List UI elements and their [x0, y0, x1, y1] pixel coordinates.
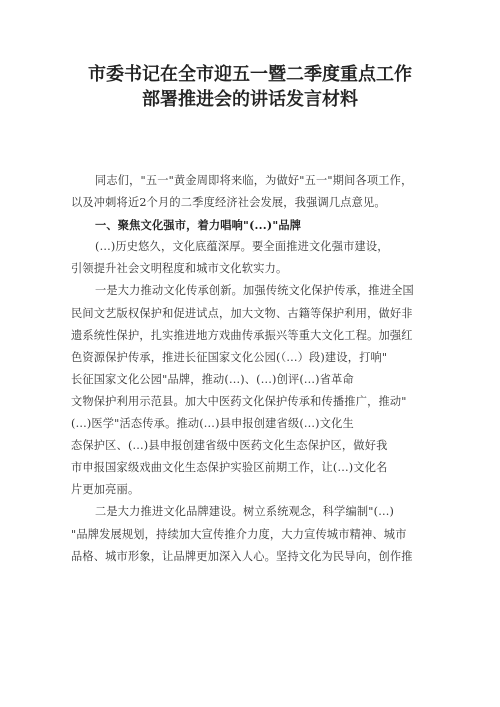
- body-line: 一是大力推动文化传承创新。加强传统文化保护传承，推进全国: [95, 284, 414, 298]
- body-line: (...)历史悠久，文化底蕴深厚。要全面推进文化强市建设，: [95, 240, 389, 254]
- body-line: 民间文艺版权保护和促进试点，加大文物、古籍等保护利用，做好非: [71, 306, 413, 320]
- document-body: [71, 170, 433, 568]
- body-line: 态保护区、(...)县申报创建省级中医药文化生态保护区，做好我: [71, 439, 388, 453]
- body-line: (...)医学"活态传承。推动(...)县申报创建省级(...)文化生: [71, 417, 354, 431]
- body-line: 引领提升社会文明程度和城市文化软实力。: [71, 262, 288, 276]
- body-line: 二是大力推进文化品牌建设。树立系统观念，科学编制"(...): [95, 505, 395, 519]
- body-line: 以及冲刺将近2个月的二季度经济社会发展，我强调几点意见。: [71, 196, 386, 210]
- body-line: 文物保护利用示范县。加大中医药文化保护传承和传播推广，推动": [71, 394, 407, 408]
- body-line: 色资源保护传承，推进长征国家文化公园(（...）段)建设，打响": [71, 350, 388, 364]
- body-line: "品牌发展规划，持续加大宣传推介力度，大力宣传城市精神、城市: [71, 527, 407, 541]
- body-line: 遗系统性保护，扎实推进地方戏曲传承振兴等重大文化工程。加强红: [71, 328, 413, 342]
- title-line-2: 部署推进会的讲话发言材料: [142, 89, 358, 110]
- body-line: 品格、城市形象，让品牌更加深入人心。坚持文化为民导向，创作推: [71, 549, 413, 563]
- body-line: 长征国家文化公园"品牌，推动(...)、(...)创评(...)省革命: [71, 372, 354, 386]
- section-heading: 一、聚焦文化强市，着力唱响"(...)"品牌: [95, 218, 302, 233]
- title-line-1: 市委书记在全市迎五一暨二季度重点工作: [88, 64, 412, 85]
- body-line: 同志们，"五一"黄金周即将来临，为做好"五一"期间各项工作，: [95, 174, 413, 187]
- document-title: [0, 62, 500, 112]
- body-line: 片更加亮丽。: [71, 483, 140, 497]
- body-line: 市申报国家级戏曲文化生态保护实验区前期工作，让(...)文化名: [71, 461, 388, 475]
